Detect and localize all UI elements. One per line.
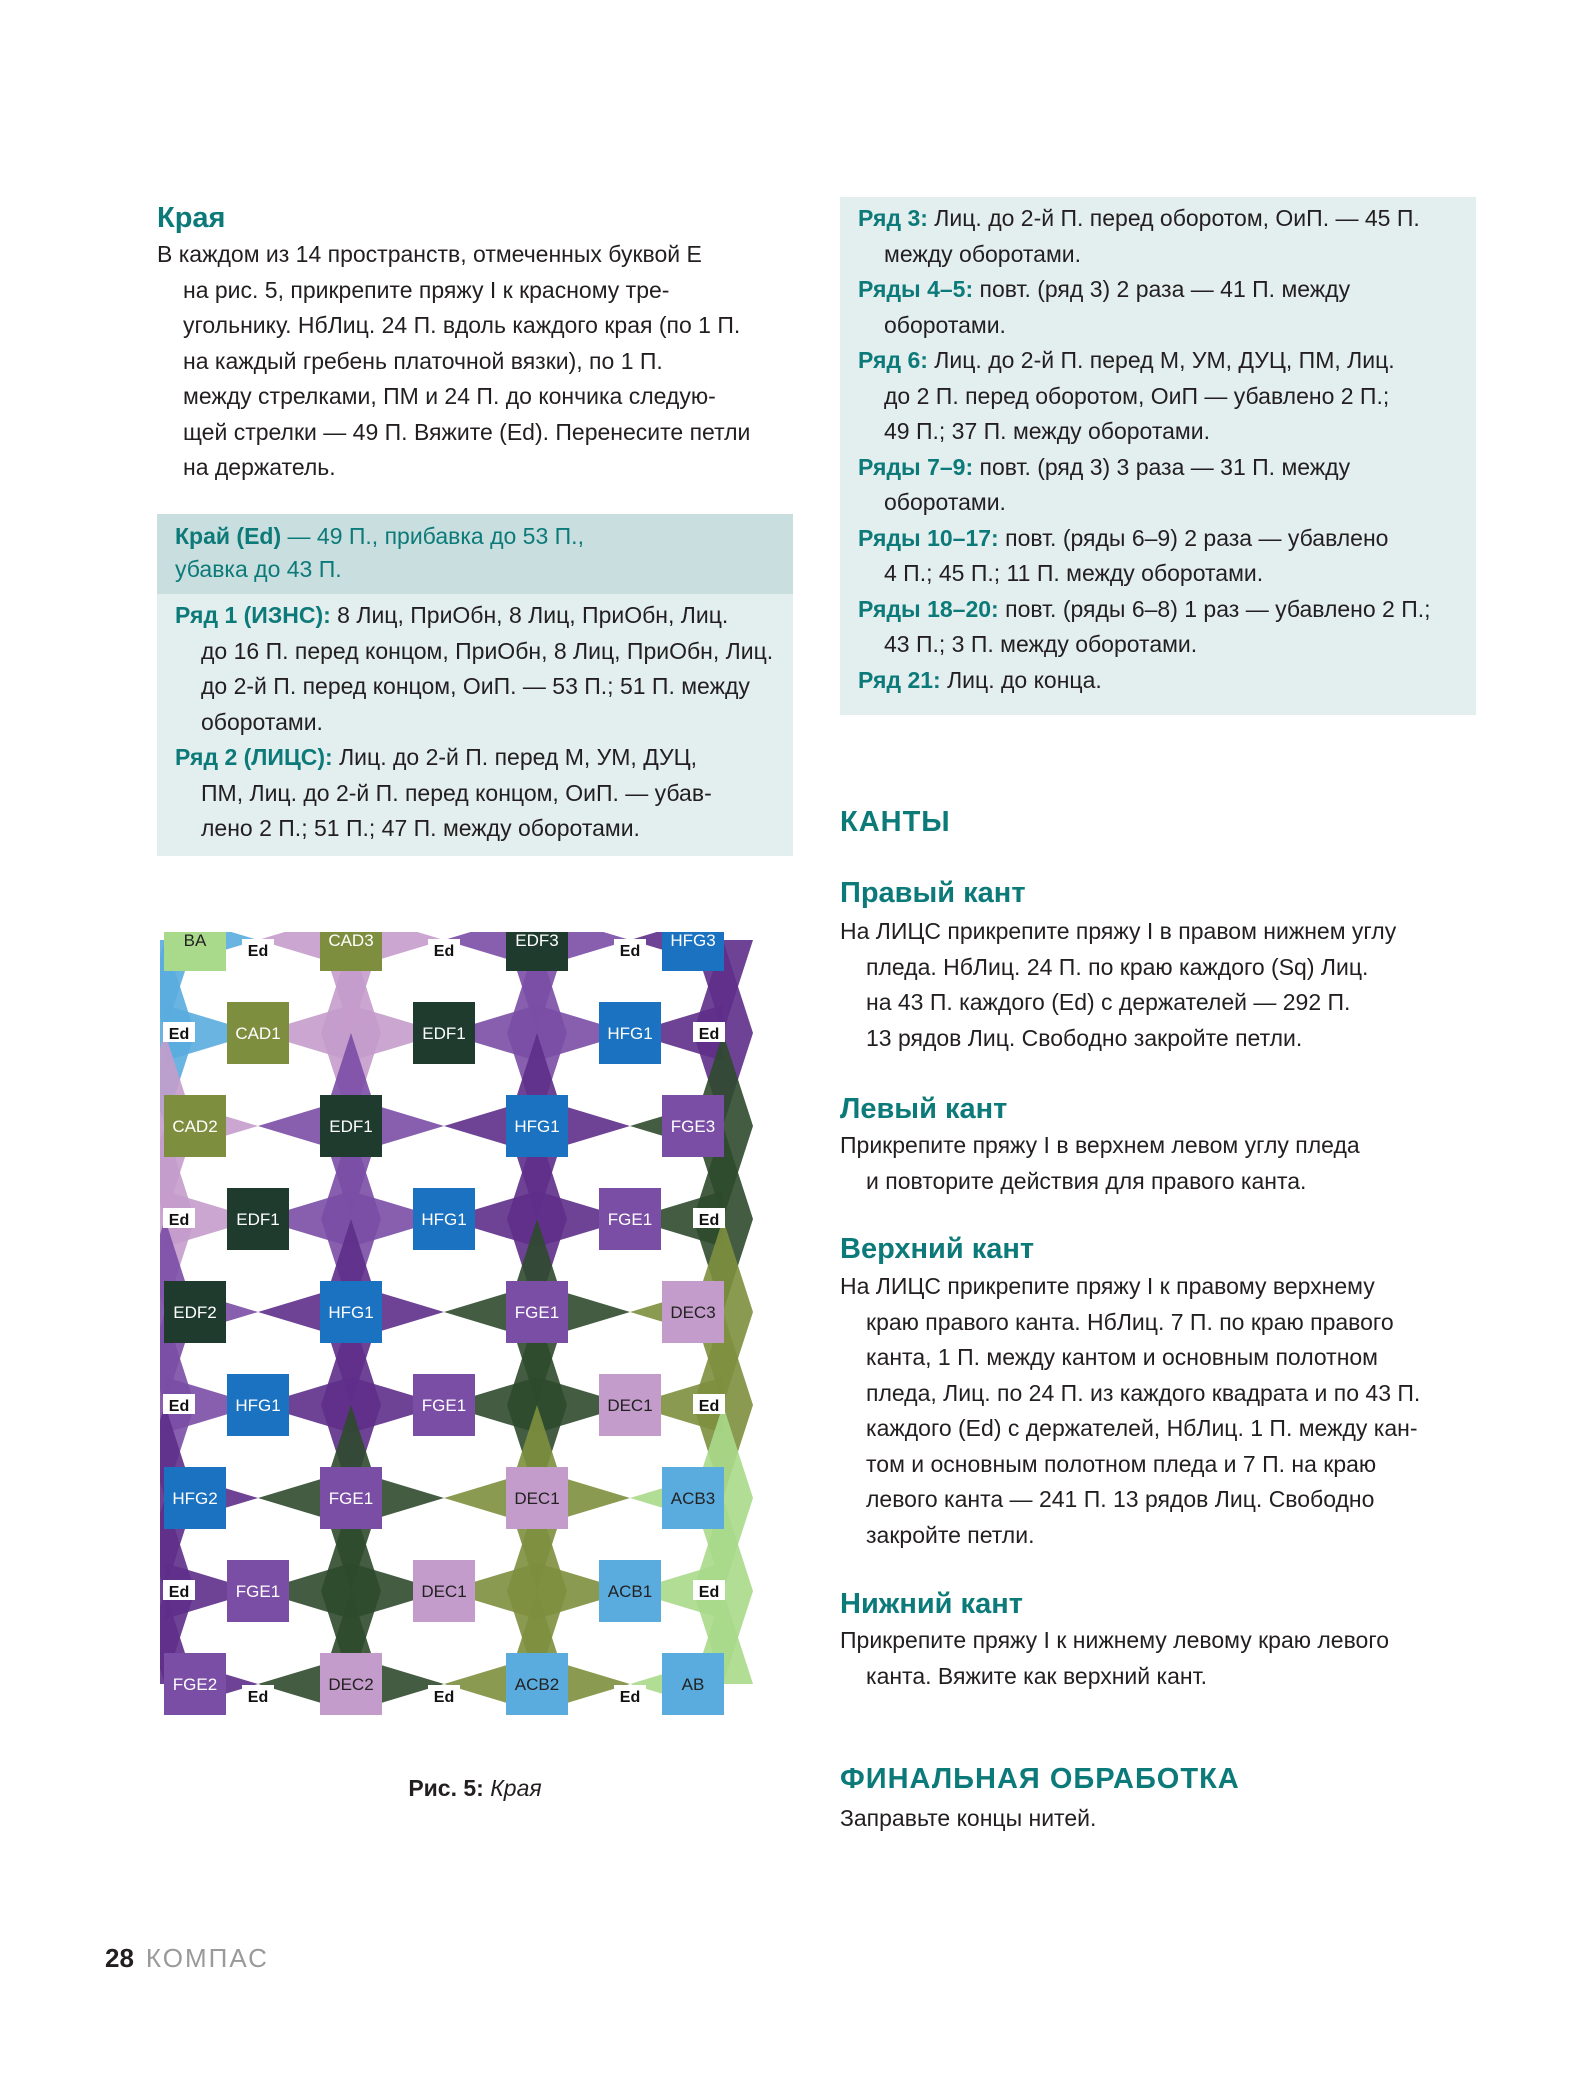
text-line: Заправьте концы нитей. (840, 1805, 1097, 1831)
edge-label: Ed (698, 1398, 720, 1415)
tile-label: CAD1 (235, 1024, 281, 1043)
tile-label: EDF1 (329, 1117, 373, 1136)
text-line: и повторите действия для правого канта. (866, 1167, 1307, 1194)
tile-label: DEC2 (328, 1675, 374, 1694)
edges-diagram-figure (160, 932, 790, 1762)
edge-pattern-header (157, 514, 793, 594)
tile-label: DEC3 (670, 1303, 716, 1322)
text-line: канта. Вяжите как верхний кант. (866, 1662, 1207, 1689)
text-line: на рис. 5, прикрепите пряжу I к красному тре- (183, 276, 670, 303)
tile-label: ACB2 (514, 1675, 560, 1694)
edge-label: Ed (619, 1689, 641, 1706)
text-line: оборотами. (201, 708, 323, 735)
tile-label: HFG1 (328, 1303, 374, 1322)
text-line: Лиц. до 2-й П. перед М, УМ, ДУЦ, ПМ, Лиц. (927, 347, 1395, 373)
text-line: до 16 П. перед концом, ПриОбн, 8 Лиц, ПриОбн, Лиц. (201, 637, 774, 664)
row-1-instructions (175, 598, 775, 740)
tile-label: BA (183, 932, 207, 950)
edge-pattern-box-continued (840, 197, 1476, 715)
tile-label: HFG3 (670, 932, 716, 950)
tile-label: DEC1 (514, 1489, 560, 1508)
tile-label: CAD3 (328, 932, 374, 950)
finishing-title: ФИНАЛЬНАЯ ОБРАБОТКА (840, 1763, 1240, 1795)
caption-label: Рис. 5: (408, 1775, 484, 1801)
tile-label: FGE2 (172, 1675, 218, 1694)
top-border-title: Верхний кант (840, 1233, 1035, 1265)
tile-label: FGE1 (421, 1396, 467, 1415)
text-line: до 2 П. перед оборотом, ОиП — убавлено 2 П.; (884, 382, 1390, 409)
text-line: закройте петли. (866, 1521, 1035, 1548)
edge-label: Ed (168, 1398, 190, 1415)
edge-label: Ed (698, 1212, 720, 1229)
text-line: оборотами. (884, 311, 1006, 338)
tile-label: HFG2 (172, 1489, 218, 1508)
text-line: ПМ, Лиц. до 2-й П. перед концом, ОиП. — убав- (201, 779, 712, 806)
rows-7-9 (858, 450, 1458, 521)
text-line: щей стрелки — 49 П. Вяжите (Ed). Перенесите петли (183, 418, 751, 445)
edge-pattern-count-2: убавка до 43 П. (175, 556, 342, 582)
row-3 (858, 201, 1458, 272)
rows-4-5 (858, 272, 1458, 343)
text-line: канта, 1 П. между кантом и основным полотном (866, 1344, 1378, 1370)
top-border-paragraph (840, 1269, 1420, 1553)
edge-label: Ed (433, 943, 455, 960)
text-line: повт. (ряд 3) 3 раза — 31 П. между (973, 453, 1351, 480)
row-label: Ряд 2 (ЛИЦС): (175, 744, 333, 770)
text-line: пледа, Лиц. по 24 П. из каждого квадрата и по 43 П. (866, 1379, 1421, 1406)
borders-title: КАНТЫ (840, 806, 951, 838)
tile-label: HFG1 (514, 1117, 560, 1136)
text-line: лено 2 П.; 51 П.; 47 П. между оборотами. (201, 815, 640, 841)
text-line: оборотами. (884, 489, 1006, 515)
tile-label: FGE1 (514, 1303, 560, 1322)
tile-label: EDF2 (173, 1303, 217, 1322)
tile-label: DEC1 (607, 1396, 653, 1415)
figure-caption (160, 1775, 790, 1802)
text-line: том и основным полотном пледа и 7 П. на краю (866, 1450, 1377, 1477)
text-line: Лиц. до 2-й П. перед М, УМ, ДУЦ, (332, 744, 698, 770)
tile-label: EDF3 (515, 932, 559, 950)
page-footer (105, 1943, 269, 1974)
tile-label: DEC1 (421, 1582, 467, 1601)
tile-label: HFG1 (607, 1024, 653, 1043)
tile-label: EDF1 (236, 1210, 280, 1229)
text-line: на каждый гребень платочной вязки), по 1 П. (183, 347, 663, 374)
edge-label: Ed (168, 1026, 190, 1043)
text-line: угольнику. НбЛиц. 24 П. вдоль каждого края (по 1 П. (183, 312, 741, 338)
edges-paragraph (157, 237, 750, 486)
bottom-border-paragraph (840, 1623, 1389, 1694)
row-2-instructions (175, 740, 775, 847)
rows-18-20 (858, 592, 1458, 663)
text-line: Прикрепите пряжу I к нижнему левому краю левого (840, 1627, 1390, 1653)
text-line: 49 П.; 37 П. между оборотами. (884, 418, 1210, 444)
row-label: Ряды 7–9: (858, 453, 974, 480)
text-line: Прикрепите пряжу I в верхнем левом углу пледа (840, 1132, 1360, 1158)
row-label: Ряд 6: (858, 347, 928, 373)
text-line: На ЛИЦС прикрепите пряжу I в правом нижнем углу (840, 918, 1397, 944)
edge-label: Ed (247, 943, 269, 960)
tile-label: FGE1 (328, 1489, 374, 1508)
row-label: Ряды 4–5: (858, 276, 974, 302)
text-line: до 2-й П. перед концом, ОиП. — 53 П.; 51 П. между (201, 673, 750, 699)
edge-label: Ed (698, 1026, 720, 1043)
row-label: Ряд 3: (858, 205, 928, 231)
page-number: 28 (105, 1943, 134, 1973)
tile-label: FGE3 (670, 1117, 716, 1136)
text-line: повт. (ряды 6–8) 1 раз — убавлено 2 П.; (998, 595, 1431, 622)
right-border-paragraph (840, 914, 1396, 1056)
edge-label: Ed (168, 1212, 190, 1229)
row-label: Ряды 10–17: (858, 524, 999, 551)
text-line: между оборотами. (884, 240, 1081, 267)
text-line: повт. (ряд 3) 2 раза — 41 П. между (973, 276, 1351, 302)
text-line: Лиц. до конца. (940, 666, 1102, 693)
edge-pattern-name: Край (Ed) (175, 523, 282, 549)
tile-label: FGE1 (235, 1582, 281, 1601)
row-label: Ряд 21: (858, 666, 941, 693)
section-name: КОМПАС (145, 1943, 269, 1973)
finishing-paragraph (840, 1801, 1096, 1837)
text-line: 13 рядов Лиц. Свободно закройте петли. (866, 1024, 1303, 1051)
edges-title: Края (157, 202, 226, 234)
bottom-border-title: Нижний кант (840, 1588, 1023, 1620)
left-border-title: Левый кант (840, 1093, 1008, 1125)
row-21 (858, 663, 1458, 699)
tile-label: FGE1 (607, 1210, 653, 1229)
row-label: Ряды 18–20: (858, 595, 999, 622)
text-line: Лиц. до 2-й П. перед оборотом, ОиП. — 45 П. (927, 205, 1420, 231)
text-line: левого канта — 241 П. 13 рядов Лиц. Свободно (866, 1486, 1375, 1512)
row-label: Ряд 1 (ИЗНС): (175, 602, 331, 628)
text-line: На ЛИЦС прикрепите пряжу I к правому верхнему (840, 1273, 1375, 1299)
text-line: 8 Лиц, ПриОбн, 8 Лиц, ПриОбн, Лиц. (330, 602, 729, 628)
text-line: краю правого канта. НбЛиц. 7 П. по краю правого (866, 1308, 1394, 1335)
tile-label: ACB1 (607, 1582, 653, 1601)
row-6 (858, 343, 1458, 450)
tile-label: EDF1 (422, 1024, 466, 1043)
right-border-title: Правый кант (840, 877, 1026, 909)
text-line: между стрелками, ПМ и 24 П. до кончика следую- (183, 383, 716, 409)
rows-10-17 (858, 521, 1458, 592)
edge-pattern-count: — 49 П., прибавка до 53 П., (281, 523, 584, 549)
caption-text: Края (483, 1775, 542, 1801)
edge-label: Ed (619, 943, 641, 960)
tile-label: HFG1 (421, 1210, 467, 1229)
text-line: 43 П.; 3 П. между оборотами. (884, 631, 1198, 657)
tile-label: AB (681, 1675, 705, 1694)
edge-label: Ed (168, 1584, 190, 1601)
text-line: на держатель. (183, 454, 336, 480)
text-line: каждого (Ed) с держателей, НбЛиц. 1 П. между кан- (866, 1415, 1418, 1441)
text-line: на 43 П. каждого (Ed) с держателей — 292 П. (866, 989, 1351, 1015)
tile-label: HFG1 (235, 1396, 281, 1415)
text-line: повт. (ряды 6–9) 2 раза — убавлено (998, 524, 1389, 551)
tile-label: ACB3 (670, 1489, 716, 1508)
edge-label: Ed (698, 1584, 720, 1601)
left-border-paragraph (840, 1128, 1360, 1199)
tile-label: CAD2 (172, 1117, 218, 1136)
text-line: 4 П.; 45 П.; 11 П. между оборотами. (884, 560, 1264, 586)
edge-label: Ed (247, 1689, 269, 1706)
edge-label: Ed (433, 1689, 455, 1706)
text-line: пледа. НбЛиц. 24 П. по краю каждого (Sq) Лиц. (866, 953, 1369, 980)
text-line: В каждом из 14 пространств, отмеченных буквой E (157, 241, 702, 267)
edge-pattern-box (157, 514, 793, 856)
